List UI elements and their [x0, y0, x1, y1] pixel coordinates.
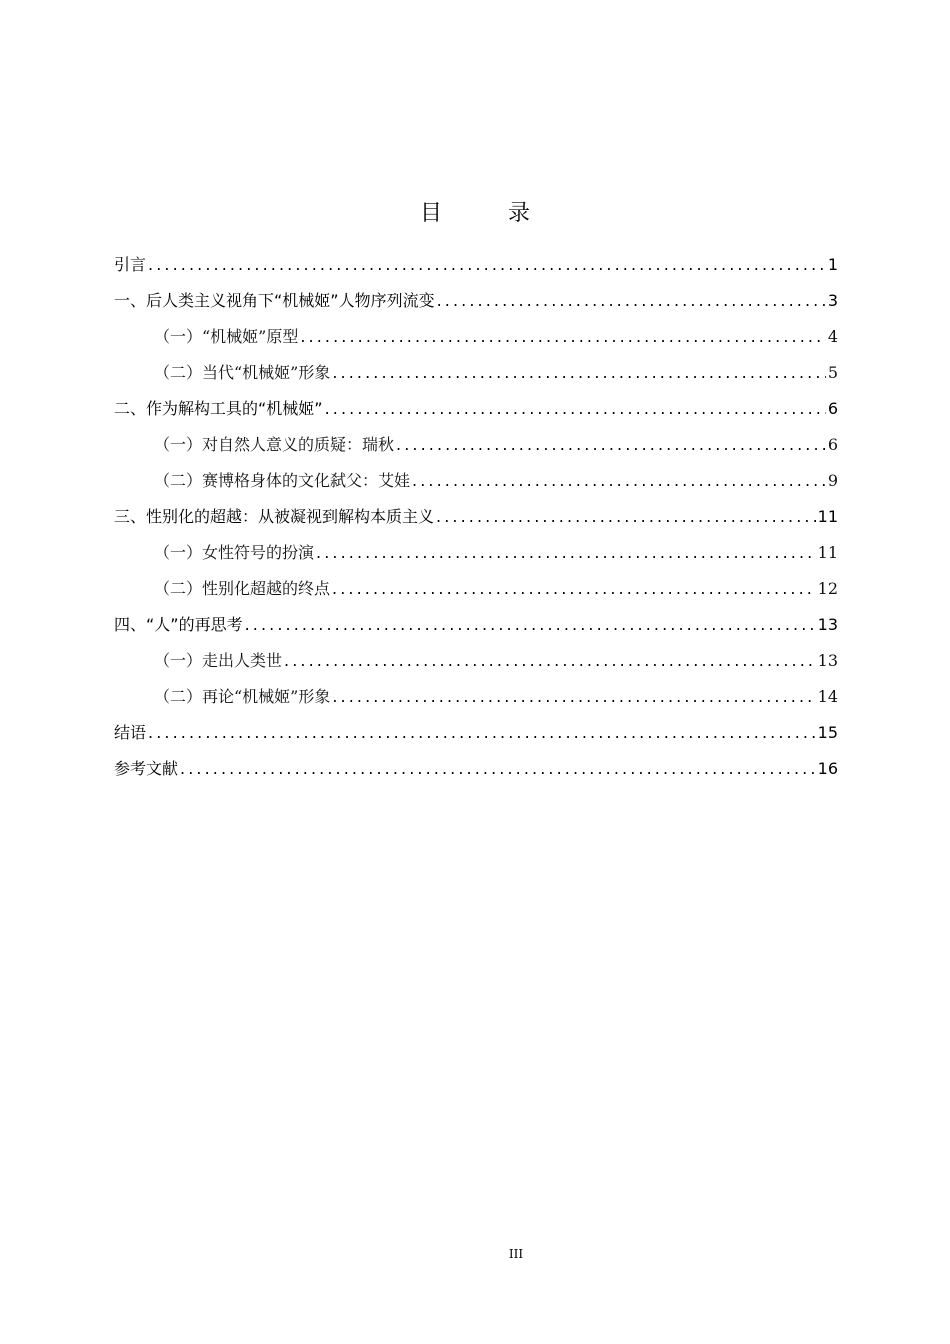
dot-leader [148, 247, 826, 283]
toc-entry[interactable] [114, 283, 838, 319]
toc-entry[interactable] [114, 499, 838, 535]
dot-leader [332, 355, 825, 391]
toc-entry-label: （一）对自然人意义的质疑：瑞秋 [154, 435, 395, 454]
dot-leader [245, 607, 816, 643]
toc-entry-label: （二）性别化超越的终点 [154, 579, 331, 598]
dot-leader [284, 643, 816, 679]
toc-subentry[interactable] [114, 535, 838, 571]
toc-entry-page: 13 [817, 615, 838, 634]
toc-entry-label: 参考文献 [114, 759, 179, 778]
toc-entry-page: 15 [817, 723, 838, 742]
toc-entry-page: 11 [817, 507, 838, 526]
toc-entry[interactable] [114, 607, 838, 643]
page-number: III [508, 1247, 524, 1261]
toc-entry-label: （一）女性符号的扮演 [154, 543, 315, 562]
toc-entry-page: 9 [827, 471, 838, 490]
toc-entry-page: 12 [817, 579, 838, 598]
toc-subentry[interactable] [114, 571, 838, 607]
toc-subentry[interactable] [114, 427, 838, 463]
toc-entry[interactable] [114, 247, 838, 283]
toc-entry-page: 6 [827, 399, 838, 418]
toc-entry-page: 14 [817, 687, 838, 706]
toc-entry-page: 4 [827, 327, 838, 346]
dot-leader [436, 499, 816, 535]
toc-entry-label: 引言 [114, 255, 147, 274]
toc-title: 目 录 [419, 201, 552, 226]
toc-subentry[interactable] [114, 355, 838, 391]
toc-entry-label: （一）“机械姬”原型 [154, 327, 299, 346]
toc-subentry[interactable] [114, 319, 838, 355]
toc-entry-label: 四、“人”的再思考 [114, 615, 243, 634]
toc-entry-label: 二、作为解构工具的“机械姬” [114, 399, 323, 418]
toc-subentry[interactable] [114, 679, 838, 715]
dot-leader [180, 751, 816, 787]
toc-entry-page: 6 [827, 435, 838, 454]
dot-leader [412, 463, 826, 499]
dot-leader [332, 679, 815, 715]
toc-entry-label: 结语 [114, 723, 147, 742]
toc-entry-page: 16 [817, 759, 838, 778]
toc-entry-page: 11 [817, 543, 838, 562]
toc-entry-label: （二）赛博格身体的文化弑父：艾娃 [154, 471, 411, 490]
toc-entry-page: 5 [827, 363, 838, 382]
dot-leader [148, 715, 816, 751]
dot-leader [396, 427, 826, 463]
toc-entry-page: 3 [827, 291, 838, 310]
toc-entry[interactable] [114, 751, 838, 787]
dot-leader [332, 571, 816, 607]
toc-subentry[interactable] [114, 643, 838, 679]
toc-entry[interactable] [114, 391, 838, 427]
toc-entry-label: （二）当代“机械姬”形象 [154, 363, 331, 382]
toc-entry[interactable] [114, 715, 838, 751]
toc-entry-label: 一、后人类主义视角下“机械姬”人物序列流变 [114, 291, 435, 310]
toc-entry-label: （二）再论“机械姬”形象 [154, 687, 331, 706]
toc-entry-page: 1 [827, 255, 838, 274]
toc-entry-label: （一）走出人类世 [154, 651, 283, 670]
toc-entry-label: 三、性别化的超越：从被凝视到解构本质主义 [114, 507, 435, 526]
toc-entry-page: 13 [817, 651, 838, 670]
dot-leader [300, 319, 825, 355]
table-of-contents [114, 247, 838, 787]
dot-leader [325, 391, 826, 427]
toc-subentry[interactable] [114, 463, 838, 499]
dot-leader [437, 283, 826, 319]
dot-leader [316, 535, 816, 571]
